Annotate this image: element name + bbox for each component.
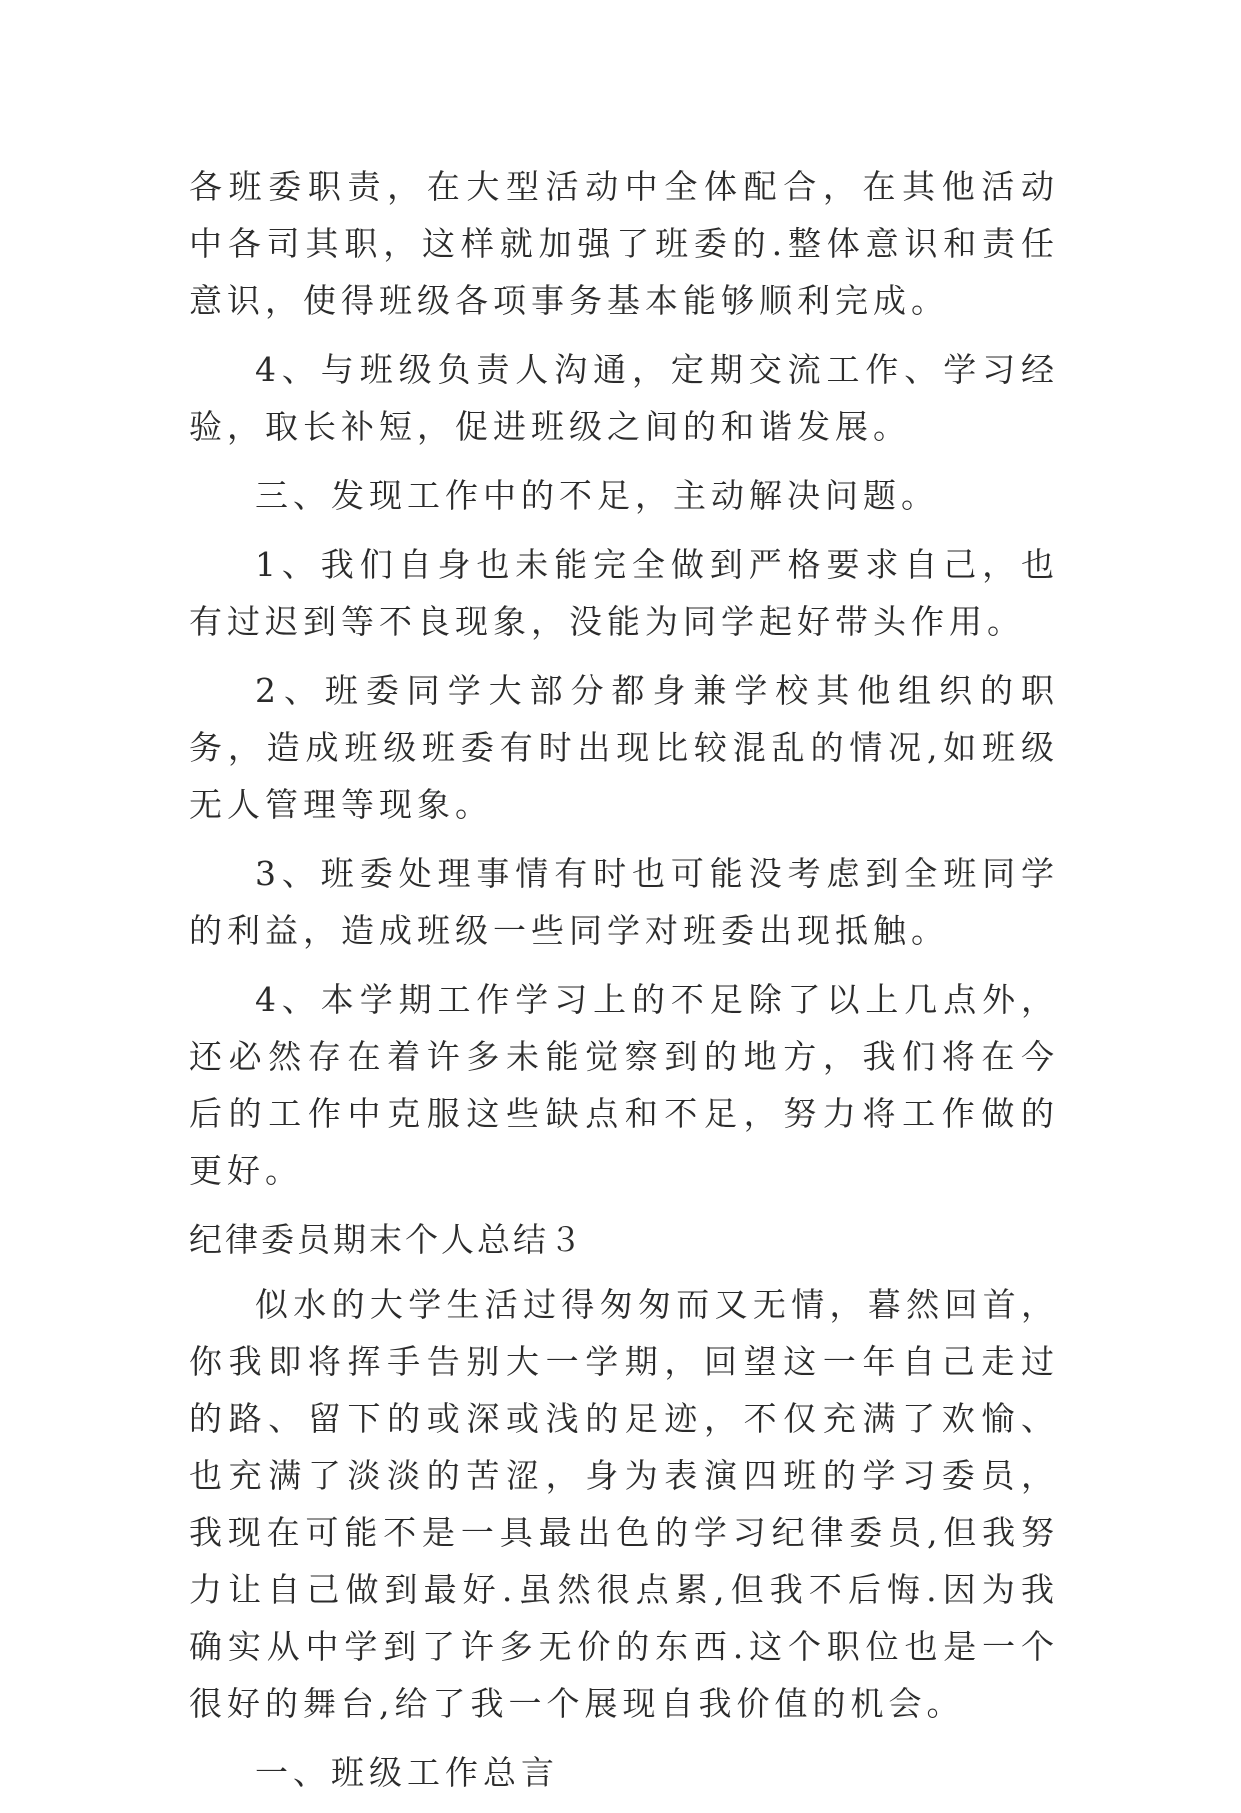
paragraph-intro: 似水的大学生活过得匆匆而又无情，暮然回首，你我即将挥手告别大一学期，回望这一年自己走过的路、留下的或深或浅的足迹，不仅充满了欢愉、也充满了淡淡的苦涩，身为表演四班的学习委员，我现在可能不是一具最出色的学习纪律委员,但我努力让自己做到最好.虽然很点累,但我不后悔.因为我确实从中学到了许多无价的东西.这个职位也是一个很好的舞台,给了我一个展现自我价值的机会。 [189, 1285, 1059, 1723]
paragraph-item-3-interests: 3、班委处理事情有时也可能没考虑到全班同学的利益，造成班级一些同学对班委出现抵触。 [189, 854, 1059, 950]
section-heading-class-work: 一、班级工作总言 [255, 1753, 559, 1792]
paragraph-item-4-communication: 4、与班级负责人沟通，定期交流工作、学习经验，取长补短，促进班级之间的和谐发展。 [189, 350, 1059, 446]
document-body [189, 158, 1059, 1813]
article-title: 纪律委员期末个人总结３ [189, 1220, 585, 1259]
paragraph-committee-duties: 各班委职责，在大型活动中全体配合，在其他活动中各司其职，这样就加强了班委的.整体意识和责任意识，使得班级各项事务基本能够顺利完成。 [189, 167, 1059, 320]
paragraph-item-2-duties: 2、班委同学大部分都身兼学校其他组织的职务，造成班级班委有时出现比较混乱的情况,如班级无人管理等现象。 [189, 671, 1059, 824]
paragraph-item-1-self: 1、我们自身也未能完全做到严格要求自己，也有过迟到等不良现象，没能为同学起好带头作用。 [189, 545, 1059, 641]
paragraph-item-4-shortcomings: 4、本学期工作学习上的不足除了以上几点外，还必然存在着许多未能觉察到的地方，我们将在今后的工作中克服这些缺点和不足，努力将工作做的更好。 [189, 980, 1059, 1190]
section-heading-shortcomings: 三、发现工作中的不足，主动解决问题。 [255, 476, 939, 515]
